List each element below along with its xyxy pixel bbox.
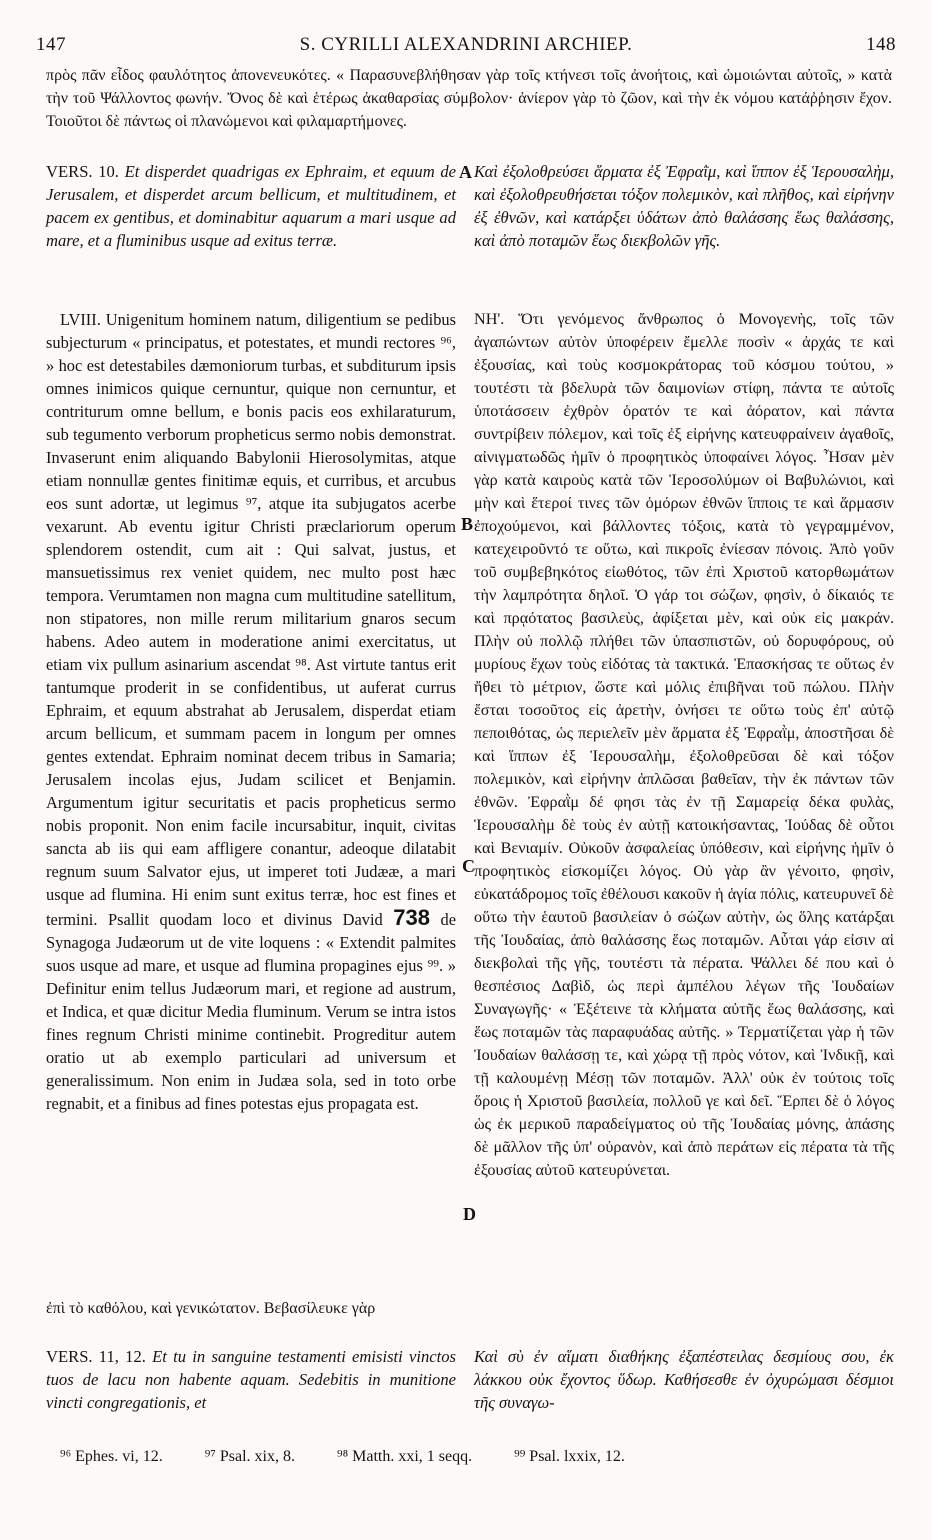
- vers10-latin-text: Et disperdet quadrigas ex Ephraim, et equum de Jerusalem, et disperdet arcum bellicum, et multitudinem, et pacem ex gentibus, et dominabitur aquarum a mari usque ad mare, et a fluminibus usque ad exitus terræ.: [46, 162, 456, 250]
- margin-letter-c: C: [462, 856, 475, 876]
- top-greek-paragraph: [46, 64, 892, 133]
- vers10-latin: [46, 160, 456, 252]
- footnote-98: ⁹⁸ Matth. xxi, 1 seqq.: [336, 1448, 473, 1465]
- latin-commentary-text-2: de Synagoga Judæorum ut de vite loquens : « Extendit palmites suos usque ad mare, et usque ad flumina propagines ejus ⁹⁹. » Definitur enim tellus Judæorum mari, et regione ad austrum, et Indica, et quæ dicitur Media fluminum. Verum se intra istos fines regnum Christi minime continebit. Progreditur autem oratio ut ab exemplo particulari ad universum et generalissimum. Non enim in Judæa sola, sed in toto orbe regnabit, et a finibus ad fines potestas ejus propagata est.: [46, 910, 456, 1113]
- footnote-99: ⁹⁹ Psal. lxxix, 12.: [514, 1448, 625, 1465]
- page-header: [36, 34, 896, 58]
- vers10-greek-text: Καὶ ἐξολοθρεύσει ἅρματα ἐξ Ἐφραῒμ, καὶ ἵππον ἐξ Ἱερουσαλὴμ, καὶ ἐξολοθρευθήσεται τόξον πολεμικὸν, καὶ πλῆθος, καὶ εἰρήνην ἐξ ἐθνῶν, καὶ κατάρξει ὑδάτων ἀπὸ θαλάσσης ἕως θαλάσσης, καὶ ἀπὸ ποταμῶν ἕως διεκβολῶν γῆς.: [474, 162, 894, 250]
- vers10-greek: [474, 160, 894, 252]
- margin-letter-b: B: [461, 514, 474, 534]
- page-mark: 738: [393, 905, 430, 930]
- latin-commentary-text: LVIII. Unigenitum hominem natum, diligentium se pedibus subjecturum « principatus, et potestates, et mundi rectores ⁹⁶, » hoc est detestabiles dæmoniorum turbas, et subditurum ipsis omnes inimicos quique cernuntur, quique non cernuntur, et contriturum omne bellum, e bonis pacis eos exhilaraturum, sub tegumento verborum propheticus sermo nobis demonstrat. Invaserunt enim aliquando Babylonii Hierosolymitas, atque etiam nonnullæ gentes finitimæ equis, et curribus, et arcubus eos sunt adortæ, ut legimus ⁹⁷, atque ita subjugatos acerbe vexarunt. Ab eventu igitur Christi præclariorum operum splendorem ostendit, cum ait : Qui salvat, justus, et mansuetissimus rex veniet quidem, nec multo post hæc tempora. Verumtamen non magna cum multitudine satellitum, non stipatores, non mille rerum militarium gnaros secum habens. Adeo autem in moderatione animi exercitatus, ut etiam vix pullum asinarium ascendat ⁹⁸. Ast virtute tantus erit tantumque proderit in se confidentibus, ut auferat currus Ephraim, et equum abstrahat ab Jerusalem, disperdat etiam arcum bellicum, et summam pacem in longum per omnes gentes extendat. Ephraim nominat decem tribus in Samaria; Jerusalem incolas ejus, Judam scilicet et Benjamin. Argumentum igitur securitatis et pacis propheticus sermo nobis proponit. Non enim facile incursabitur, inquit, civitas sancta ab iis qui eam affligere conantur, adeoque dilatabit regnum suum Salvator ejus, ut imperet toti Judææ, a mari usque ad flumina. Hi enim sunt exitus terræ, hoc est fines et termini. Psallit quodam loco et divinus David: [46, 310, 456, 929]
- margin-letter-a: A: [459, 162, 472, 182]
- page-number-right: 148: [866, 34, 896, 55]
- footnotes: [60, 1448, 892, 1466]
- vers1112-latin: [46, 1345, 456, 1414]
- page-number-left: 147: [36, 34, 66, 55]
- top-greek-text: πρὸς πᾶν εἶδος φαυλότητος ἀπονενευκότες. « Παρασυνεβλήθησαν γὰρ τοῖς κτήνεσι τοῖς ἀνοήτοις, καὶ ὡμοιώνται αὐτοῖς, » κατὰ τὴν τοῦ Ψάλλοντος φωνήν. Ὄνος δὲ καὶ ἑτέρως ἀκαθαρσίας σύμβολον· ἀνίερον γὰρ τὸ ζῶον, καὶ τὴν ἐκ νόμου κατάῤῥησιν ἔχον. Τοιοῦτοι δὲ πάντως οἱ πλανώμενοι καὶ φιλαμαρτήμονες.: [46, 67, 892, 130]
- latin-commentary: [46, 308, 456, 1115]
- vers1112-greek-text: Καὶ σὺ ἐν αἵματι διαθήκης ἐξαπέστειλας δεσμίους σου, ἐκ λάκκου οὐκ ἔχοντος ὕδωρ. Καθήσεσθε ἐν ὀχυρώμασι δέσμιοι τῆς συναγω-: [474, 1347, 894, 1412]
- greek-commentary: [474, 308, 894, 1182]
- verse-label: VERS. 10.: [46, 162, 119, 181]
- vers1112-latin-text: Et tu in sanguine testamenti emisisti vinctos tuos de lacu non habente aquam. Sedebitis in munitione vincti congregationis, et: [46, 1347, 456, 1412]
- running-title: S. CYRILLI ALEXANDRINI ARCHIEP.: [299, 34, 633, 55]
- bottom-greek-text: ἐπὶ τὸ καθόλου, καὶ γενικώτατον. Βεβασίλευκε γὰρ: [46, 1300, 376, 1317]
- margin-letter-d: D: [463, 1204, 476, 1224]
- greek-commentary-text: ΝΗ'. Ὅτι γενόμενος ἄνθρωπος ὁ Μονογενὴς, τοῖς τῶν ἀγαπώντων αὐτὸν ὑποφέρειν ἔμελλε ποσὶν « ἀρχάς τε καὶ ἐξουσίας, καὶ τοὺς κοσμοκράτορας τοῦ κόσμου τούτου, » τουτέστι τὰ βδελυρὰ τῶν δαιμονίων στίφη, πάντα τε αὐτοῖς ὑποτάσσειν ἐχθρὸν ὁρατόν τε καὶ ἀόρατον, καὶ πάντα συντρίβειν πόλεμον, καὶ τοῖς ἐξ εἰρήνης κατευφραίνειν ἀγαθοῖς, αἰνιγματωδῶς ἡμῖν ὁ προφητικὸς ὑποφαίνει λόγος. Ἦσαν μὲν γὰρ κατὰ καιροὺς κατὰ τῶν Ἱεροσολύμων οἱ Βαβυλώνιοι, καὶ μὴν καὶ ἕτεροί τινες τῶν ὁμόρων ἐθνῶν ἵπποις τε καὶ ἅρμασιν ἐποχούμενοι, καὶ βάλλοντες τόξοις, κατὰ τὸ γεγραμμένον, κατεχειροῦντό τε οὕτω, καὶ πικροῖς ἐνίεσαν πόνοις. Ἀπὸ γοῦν τοῦ συμβεβηκότος εἰωθότος, τῶν ἐπὶ Χριστοῦ κατορθωμάτων τὴν λαμπρότητα δηλοῖ. Ὁ γάρ τοι σώζων, φησὶν, ὁ δίκαιός τε καὶ πρᾳότατος βασιλεὺς, ἀφίξεται μὲν, καὶ οὐκ εἰς μακράν. Πλὴν οὐ πολλῷ πλήθει τῶν ὑπασπιστῶν, οὐ δορυφόρους, οὐ μυρίους ἔχων τοὺς εἰδότας τὰ τακτικά. Ἐπασκήσας τε οὕτως ἐν ἤθει τὸ μέτριον, ὥστε καὶ μόλις ἐπιβῆναι τοῦ πώλου. Πλὴν ἔσται τοσοῦτος εἰς ἀρετὴν, ὀνήσει τε οὕτω τοὺς ἐπ' αὐτῷ πεποιθότας, ὡς περιελεῖν μὲν ἅρματα ἐξ Ἐφραῒμ, ἀποστῆσαι δὲ καὶ ἵππων ἐξ Ἱερουσαλὴμ, ἐξολοθρεῦσαι δὲ καὶ τόξον πολεμικὸν, καὶ εἰρήνην ἁπλῶσαι βαθεῖαν, τὴν ἐκ πάντων τῶν ἐθνῶν. Ἐφραῒμ δέ φησι τὰς ἐν τῇ Σαμαρείᾳ δέκα φυλὰς, Ἱερουσαλὴμ δὲ τοὺς ἐν αὐτῇ κατοικήσαντας, Ἰούδας δὲ οὗτοι καὶ Βενιαμίν. Οὐκοῦν ἀσφαλείας ὑπόθεσιν, καὶ εἰρήνης ἡμῖν ὁ προφητικὸς εἰσκομίζει λόγος. Οὐ γὰρ ἂν γένοιτο, φησὶν, εὐκατάδρομος τοῖς ἐθέλουσι κακοῦν ἡ ἁγία πόλις, κατευρυνεῖ δὲ οὕτω τὴν ἑαυτοῦ βασιλείαν ὁ σώζων αὐτὴν, ὡς ὅλης κατάρξαι τῆς Ἰουδαίας, ἀπὸ θαλάσσης ἕως ποταμῶν. Αὗται γάρ εἰσιν αἱ διεκβολαὶ τῆς γῆς, τουτέστι τὰ πέρατα. Ψάλλει δέ που καὶ ὁ θεσπέσιος Δαβὶδ, ὡς περὶ ἀμπέλου λέγων τῆς Ἰουδαίων Συναγωγῆς· « Ἐξέτεινε τὰ κλήματα αὐτῆς ἕως θαλάσσης, καὶ ἕως ποταμῶν τὰς παραφυάδας αὐτῆς. » Τερματίζεται γὰρ ἡ τῶν Ἰουδαίων θαλάσσῃ τε, καὶ χώρᾳ τῇ πρὸς νότον, καὶ Ἰνδικῇ, καὶ τῇ καλουμένῃ Μέσῃ τῶν ποταμῶν. Ἀλλ' οὐκ ἐν τούτοις τοῖς ὅροις ἡ Χριστοῦ βασιλεία, πολλοῦ γε καὶ δεῖ. Ἕρπει δὲ ὁ λόγος ὡς ἐκ μερικοῦ παραδείγματος οὐ τῆς Ἰουδαίας μόνης, ἁπάσης δὲ μᾶλλον τῆς ὑπ' οὐρανὸν, καὶ ἀπὸ περάτων εἰς πέρατα τὰ τῆς ἐξουσίας αὐτοῦ κατευρύνεται.: [474, 310, 894, 1179]
- vers1112-greek: [474, 1345, 894, 1414]
- footnote-97: ⁹⁷ Psal. xix, 8.: [204, 1448, 295, 1465]
- verse-label-2: VERS. 11, 12.: [46, 1347, 146, 1366]
- bottom-greek-line: [46, 1297, 892, 1320]
- footnote-96: ⁹⁶ Ephes. vi, 12.: [60, 1448, 163, 1465]
